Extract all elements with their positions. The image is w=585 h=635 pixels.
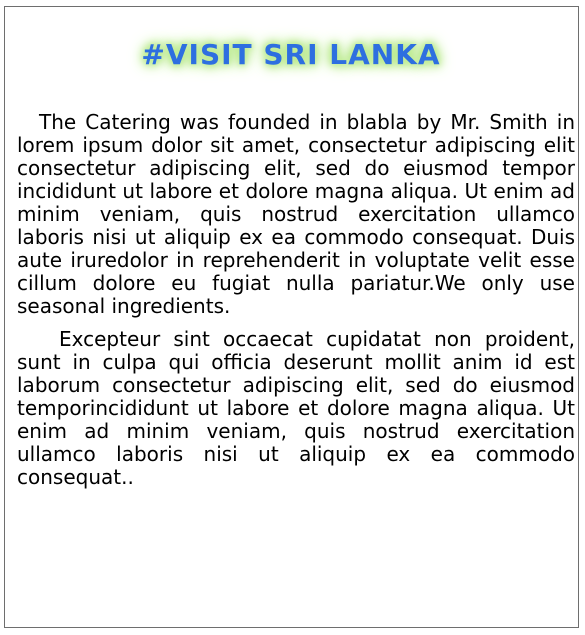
paragraph-second: Excepteur sint occaecat cupidatat non proident, sunt in culpa qui officia deserunt mollit anim id est laborum consectetur adipiscing elit, sed do eiusmod temporincididunt ut labore et dolore magna aliqua. Ut enim ad minim veniam, quis nostrud exercitation ullamco laboris nisi ut aliquip ex ea commodo consequat..	[17, 327, 575, 489]
article-body	[17, 111, 575, 499]
content-frame	[4, 6, 579, 628]
page-title: #VISIT SRI LANKA	[141, 38, 441, 71]
paragraph-intro: The Catering was founded in blabla by Mr. Smith in lorem ipsum dolor sit amet, consectetur adipiscing elit consectetur adipiscing elit, sed do eiusmod tempor incididunt ut labore et dolore magna aliqua. Ut enim ad minim veniam, quis nostrud exercitation ullamco laboris nisi ut aliquip ex ea commodo consequat. Duis aute iruredolor in reprehenderit in voluptate velit esse cillum dolore eu fugiat nulla pariatur.We only use seasonal ingredients.	[17, 110, 575, 318]
